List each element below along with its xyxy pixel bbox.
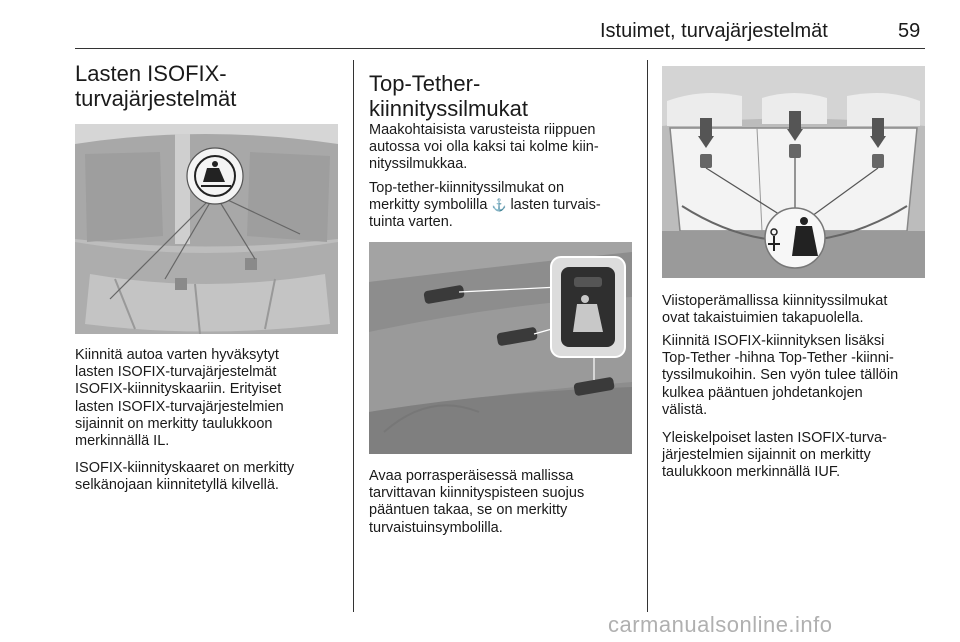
- section-heading: [75, 61, 236, 111]
- text-line: Yleiskelpoiset lasten ISOFIX-turva-: [662, 430, 887, 446]
- text-line: sijainnit on merkitty taulukkoon: [75, 415, 273, 432]
- page-number: 59: [898, 20, 921, 42]
- paragraph: [662, 333, 932, 419]
- footer-watermark: carmanualsonline.info: [608, 612, 833, 637]
- text-line: tarvittavan kiinnityspisteen suojus: [369, 485, 585, 502]
- text-line: selkänojaan kiinnitetyllä kilvellä.: [75, 477, 279, 494]
- text-line: tyssilmukoihin. Sen vyön tulee tällöin: [662, 367, 899, 384]
- paragraph: [662, 293, 932, 327]
- heading-line: Top-Tether-: [369, 71, 481, 96]
- text-line: autossa voi olla kaksi tai kolme kiin-: [369, 139, 599, 156]
- text-line: ISOFIX-kiinnityskaariin. Erityiset: [75, 381, 282, 398]
- heading-line: Lasten ISOFIX-: [75, 61, 227, 86]
- paragraph: [369, 180, 639, 232]
- text-line: Top-tether-kiinnityssilmukat on: [369, 180, 565, 196]
- text-line: Maakohtaisista varusteista riippuen: [369, 122, 596, 138]
- text-line: välistä.: [662, 401, 708, 418]
- text-line: turvaistuinsymbolilla.: [369, 519, 503, 536]
- text-line: Viistoperämallissa kiinnityssilmukat: [662, 293, 888, 309]
- section-heading: [369, 71, 528, 121]
- header-rule: [75, 48, 925, 49]
- text-line: taulukkoon merkinnällä IUF.: [662, 464, 841, 481]
- column-divider: [353, 60, 354, 612]
- text-line: järjestelmien sijainnit on merkitty: [662, 447, 871, 464]
- text-line: Kiinnitä ISOFIX-kiinnityksen lisäksi: [662, 333, 885, 349]
- sedan-tether-figure: [369, 242, 632, 454]
- text-line: nityssilmukkaa.: [369, 156, 468, 173]
- text-line: lasten turvais-: [510, 197, 601, 214]
- text-line: ISOFIX-kiinnityskaaret on merkitty: [75, 460, 295, 476]
- paragraph: [369, 468, 639, 537]
- child-seat-anchor-icon: ⚓: [491, 198, 507, 213]
- paragraph: [75, 460, 345, 494]
- isofix-figure: [75, 124, 338, 334]
- text-line: merkinnällä IL.: [75, 433, 170, 450]
- text-line: lasten ISOFIX-turvajärjestelmät: [75, 364, 277, 381]
- paragraph: [662, 430, 932, 482]
- heading-line: turvajärjestelmät: [75, 86, 237, 111]
- text-line: tuinta varten.: [369, 214, 453, 231]
- paragraph: [369, 122, 639, 174]
- hatchback-tether-figure: [662, 66, 925, 278]
- text-line: kulkea pääntuen johdetankojen: [662, 384, 863, 401]
- header-title: Istuimet, turvajärjestelmät: [600, 20, 828, 42]
- text-line: merkitty symbolilla: [369, 197, 488, 214]
- text-line: Top-Tether -hihna Top-Tether -kiinni-: [662, 350, 894, 367]
- column-divider: [647, 60, 648, 612]
- text-line: Kiinnitä autoa varten hyväksytyt: [75, 347, 279, 363]
- heading-line: kiinnityssilmukat: [369, 96, 528, 121]
- paragraph: [75, 347, 345, 450]
- text-line: lasten ISOFIX-turvajärjestelmien: [75, 398, 284, 415]
- text-line: ovat takaistuimien takapuolella.: [662, 310, 864, 327]
- text-line: pääntuen takaa, se on merkitty: [369, 502, 568, 519]
- text-line: Avaa porrasperäisessä mallissa: [369, 468, 574, 484]
